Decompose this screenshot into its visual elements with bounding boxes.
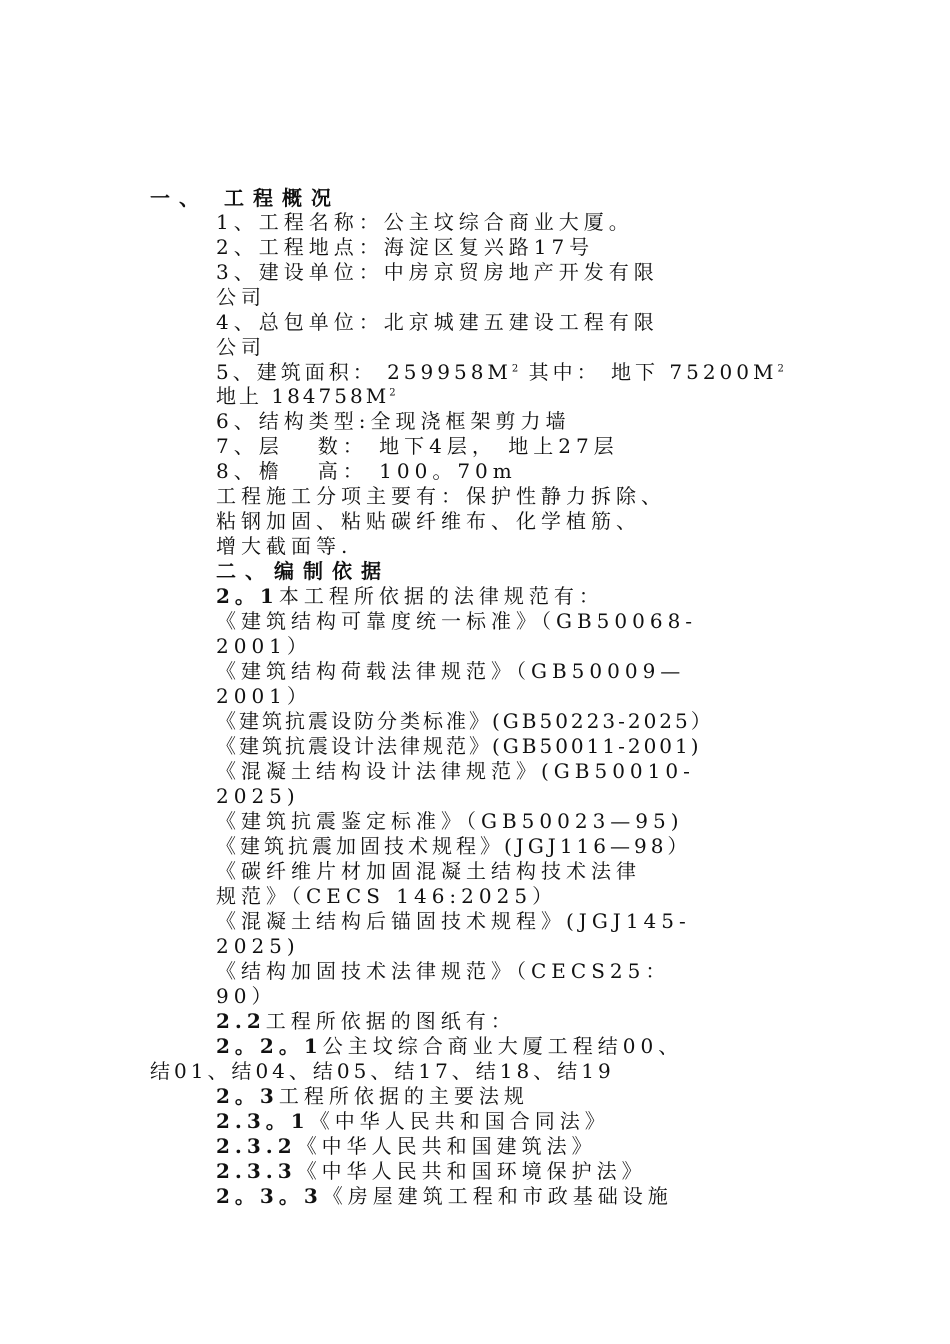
subsection-text: 工程所依据的主要法规 [278,1084,529,1108]
floor-area-line [216,360,784,384]
law-line: 规范》（CECS 146:2025） [216,884,558,908]
regulation-number: 2.3.2 [216,1134,297,1158]
area-unit-superscript: 2 [511,363,519,375]
law-line: 《建筑抗震鉴定标准》（GB50023—95) [216,809,684,833]
law-line: 《结构加固技术法律规范》（CECS25： [216,959,671,983]
subsection-number: 2。3 [216,1084,279,1108]
project-site-line: 2、工程地点：海淀区复兴路17号 [216,235,595,259]
project-name-line: 1、工程名称：公主坟综合商业大厦。 [216,210,634,234]
regulation-number: 2.3.3 [216,1159,297,1183]
subsection-text: 本工程所依据的法律规范有： [278,584,604,608]
regulation-line [216,1159,647,1183]
subsection-2-2-1 [216,1034,683,1058]
height-line: 8、檐 高： 100。70m [216,459,517,483]
law-line: 2001） [216,634,312,658]
regulation-number: 2.3。1 [216,1109,310,1133]
regulation-text: 《房屋建筑工程和市政基础设施 [322,1184,673,1208]
law-line: 《建筑抗震设计法律规范》(GB50011-2001) [216,734,702,758]
law-line: 2025) [216,934,300,958]
law-line: 《建筑抗震加固技术规程》(JGJ116—98） [216,834,692,858]
section-1-heading: 一、 工程概况 [150,186,340,210]
law-line: 《建筑抗震设防分类标准》(GB50223-2025） [216,709,714,733]
scope-line-2: 粘钢加固、粘贴碳纤维布、化学植筋、 [216,509,641,533]
law-line: 2001） [216,684,312,708]
law-line: 《碳纤维片材加固混凝土结构技术法律 [216,859,641,883]
drawing-list-cont: 结01、结04、结05、结17、结18、结19 [150,1059,615,1083]
structure-type-line: 6、结构类型:全现浇框架剪力墙 [216,409,571,433]
law-line: 《建筑结构荷载法律规范》（GB50009— [216,659,686,683]
scope-line-3: 增大截面等. [216,534,353,558]
floor-area-underground: 其中： 地下 75200M [518,360,778,384]
subsection-2-1 [216,584,604,608]
regulation-line [216,1109,610,1133]
law-line: 90） [216,984,277,1008]
floor-area-line-cont [216,384,396,408]
law-line: 《建筑结构可靠度统一标准》（GB50068- [216,609,698,633]
subsection-number: 2。2。1 [216,1034,323,1058]
regulation-line [216,1134,597,1158]
regulation-number: 2。3。3 [216,1184,323,1208]
owner-line: 3、建设单位：中房京贸房地产开发有限 [216,260,659,284]
area-unit-superscript: 2 [389,387,396,399]
contractor-line: 4、总包单位：北京城建五建设工程有限 [216,310,659,334]
floor-area-above: 地上 184758M [216,384,390,408]
law-line: 《混凝土结构设计法律规范》(GB50010- [216,759,695,783]
law-line: 《混凝土结构后锚固技术规程》(JGJ145- [216,909,691,933]
law-line: 2025) [216,784,300,808]
subsection-2-2 [216,1009,516,1033]
section-2-heading: 二、编制依据 [216,559,390,583]
regulation-text: 《中华人民共和国建筑法》 [296,1134,597,1158]
subsection-2-3 [216,1084,529,1108]
scope-line-1: 工程施工分项主要有：保护性静力拆除、 [216,484,666,508]
owner-line-cont: 公司 [216,285,266,309]
area-unit-superscript: 2 [777,363,784,375]
regulation-text: 《中华人民共和国合同法》 [309,1109,610,1133]
subsection-number: 2.2 [216,1009,266,1033]
subsection-text: 工程所依据的图纸有： [265,1009,516,1033]
floor-area-total: 5、建筑面积： 259958M [216,360,512,384]
contractor-line-cont: 公司 [216,335,266,359]
regulation-line [216,1184,673,1208]
regulation-text: 《中华人民共和国环境保护法》 [296,1159,647,1183]
subsection-number: 2。1 [216,584,279,608]
subsection-text: 公主坟综合商业大厦工程结00、 [322,1034,684,1058]
floors-line: 7、层 数： 地下4层， 地上27层 [216,434,619,458]
